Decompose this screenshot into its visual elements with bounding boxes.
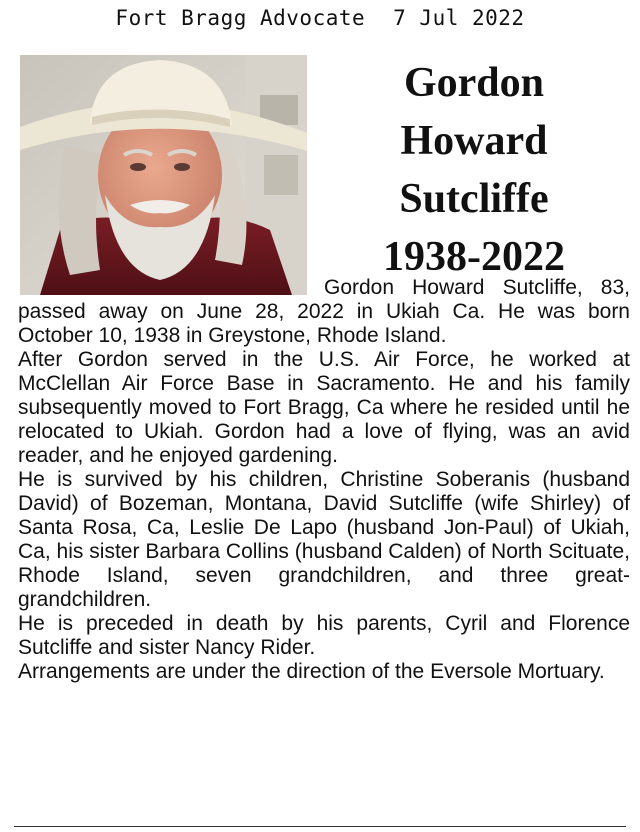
- obituary-paragraph: Arrangements are under the direction of the Eversole Mortuary.: [18, 660, 605, 683]
- obituary-paragraph: He is survived by his children, Christine Soberanis (husband David) of Bozeman, Montana, David Sutcliffe (wife Shirley) of Santa Rosa, Ca, Leslie De Lapo (husband Jon-Paul) of Ukiah, Ca, his sister Barbara Collins (husband Calden) of North Scituate, Rhode Island, seven grandchildren, and three great-grandchildren.: [18, 468, 630, 611]
- headline-first-name: Gordon: [403, 60, 545, 106]
- masthead: [0, 6, 640, 30]
- publication-name: Fort Bragg Advocate: [115, 6, 366, 30]
- obituary-body: [18, 276, 630, 684]
- headline-years: 1938-2022: [383, 234, 565, 280]
- headline-last-name: Sutcliffe: [399, 176, 549, 222]
- obituary-paragraph: Gordon Howard Sutcliffe, 83, passed away on June 28, 2022 in Ukiah Ca. He was born October 10, 1938 in Greystone, Rhode Island.: [18, 276, 630, 347]
- bottom-divider: [14, 826, 626, 827]
- portrait-photo: [20, 55, 307, 295]
- obituary-paragraph: After Gordon served in the U.S. Air Force, he worked at McClellan Air Force Base in Sacramento. He and his family subsequently moved to Fort Bragg, Ca where he resided until he relocated to Ukiah. Gordon had a love of flying, was an avid reader, and he enjoyed gardening.: [18, 348, 630, 467]
- headline-middle-name: Howard: [400, 118, 548, 164]
- headline-name: [318, 54, 630, 286]
- publication-date: 7 Jul 2022: [393, 6, 525, 30]
- obituary-paragraph: He is preceded in death by his parents, Cyril and Florence Sutcliffe and sister Nancy Rider.: [18, 612, 630, 659]
